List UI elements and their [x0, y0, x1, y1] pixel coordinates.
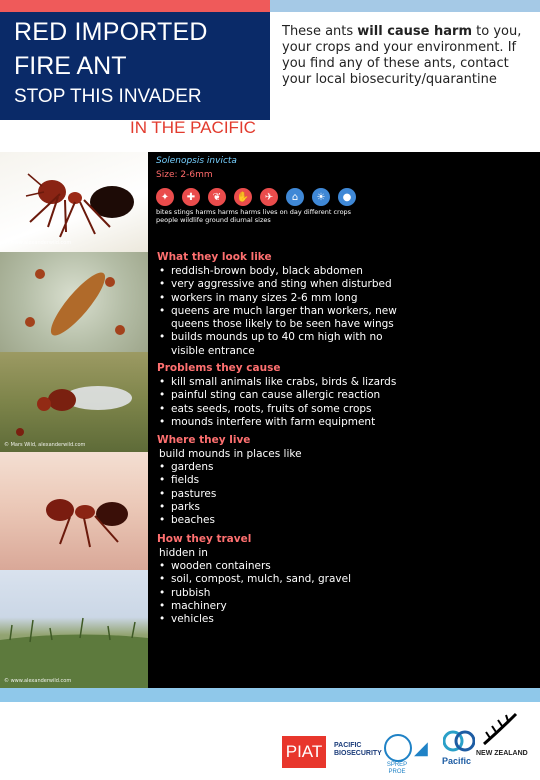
list-item: • pastures	[159, 488, 419, 501]
list-item: • workers in many sizes 2-6 mm long	[159, 292, 419, 305]
list-problems	[159, 376, 419, 429]
ant-photo-3	[0, 352, 148, 452]
top-bar-red	[0, 0, 270, 12]
new-zealand-logo: NEW ZEALAND	[476, 750, 528, 757]
list-item: • soil, compost, mulch, sand, gravel	[159, 573, 419, 586]
list-item: • wooden containers	[159, 560, 419, 573]
fern-icon	[480, 712, 520, 746]
travel-intro: hidden in	[159, 547, 208, 559]
top-bar-blue	[270, 0, 540, 12]
section-title-look: What they look like	[157, 251, 272, 263]
fern-graphic	[480, 712, 520, 746]
wildlife-icon: ✈	[260, 188, 278, 206]
scientific-name: Solenopsis invicta	[156, 156, 237, 166]
list-item: • gardens	[159, 461, 419, 474]
queen-ant-illustration	[0, 252, 148, 352]
region-label: IN THE PACIFIC	[130, 118, 256, 137]
list-item: • eats seeds, roots, fruits of some crops	[159, 403, 419, 416]
rings-graphic	[443, 730, 475, 752]
section-title-travel: How they travel	[157, 533, 252, 545]
pacific-rings-icon	[443, 730, 475, 752]
list-item: • mounds interfere with farm equipment	[159, 416, 419, 429]
day-icon: ☀	[312, 188, 330, 206]
pacific-logo: Pacific	[442, 756, 472, 766]
top-bar	[0, 0, 540, 12]
warning-pre: These ants	[282, 24, 358, 39]
ant-on-skin-illustration	[0, 452, 148, 570]
size-text: Size: 2-6mm	[156, 170, 213, 180]
list-item: • beaches	[159, 514, 419, 527]
list-item: • vehicles	[159, 613, 419, 626]
list-item: • builds mounds up to 40 cm high with no visible entrance	[159, 331, 419, 358]
sizes-icon: ●	[338, 188, 356, 206]
sting-icon: ✚	[182, 188, 200, 206]
bite-icon: ✦	[156, 188, 174, 206]
red-ant-illustration	[0, 152, 148, 252]
people-icon: ✋	[234, 188, 252, 206]
winged-ant-illustration	[0, 352, 148, 452]
section-title-problems: Problems they cause	[157, 362, 281, 374]
trait-icons	[156, 188, 356, 206]
list-item: • machinery	[159, 600, 419, 613]
subtitle: STOP THIS INVADER	[14, 86, 202, 107]
title-line1: RED IMPORTED	[14, 18, 208, 46]
live-intro: build mounds in places like	[159, 448, 302, 460]
photo-credit-5: © www.alexanderwild.com	[4, 678, 72, 684]
section-title-live: Where they live	[157, 434, 251, 446]
list-item: • painful sting can cause allergic reaction	[159, 389, 419, 402]
list-item: • very aggressive and sting when disturbed	[159, 278, 419, 291]
warning-post: to you, your crops and your environment. If you find any of these ants, contact your local biosecurity/quarantine	[282, 24, 522, 87]
list-item: • kill small animals like crabs, birds & lizards	[159, 376, 419, 389]
list-item: • reddish-brown body, black abdomen	[159, 265, 419, 278]
list-item: • parks	[159, 501, 419, 514]
piat-logo: PIAT	[282, 736, 326, 768]
list-travel	[159, 560, 419, 626]
sprep-logo: SPREP PROE	[386, 762, 408, 775]
list-item: • rubbish	[159, 587, 419, 600]
ground-icon: ⌂	[286, 188, 304, 206]
list-look	[159, 265, 419, 358]
title-line2: FIRE ANT	[14, 52, 127, 80]
field-illustration	[0, 570, 148, 688]
list-item: • fields	[159, 474, 419, 487]
crop-icon: ❦	[208, 188, 226, 206]
sprep-emblem-icon	[384, 734, 412, 762]
wave-icon: ◢	[414, 738, 428, 758]
ant-photo-4	[0, 452, 148, 570]
list-item: • queens are much larger than workers, new queens those likely to be seen have wings	[159, 305, 419, 332]
warning-text	[282, 24, 532, 88]
warning-bold: will cause harm	[357, 24, 472, 39]
ant-photo-1	[0, 152, 148, 252]
pacific-biosecurity-logo: PACIFIC BIOSECURITY	[334, 742, 382, 757]
photo-credit-3: © Mars Wild, alexanderwild.com	[4, 442, 86, 448]
trait-icon-labels: bites stings harms harms harms lives on day different crops people wildlife ground diurnal sizes	[156, 208, 352, 224]
list-live	[159, 461, 419, 527]
footer-strip	[0, 688, 540, 702]
ant-photo-2	[0, 252, 148, 352]
ant-photo-5	[0, 570, 148, 688]
photo-credit-1: © www.alexanderwild.com	[4, 240, 72, 246]
